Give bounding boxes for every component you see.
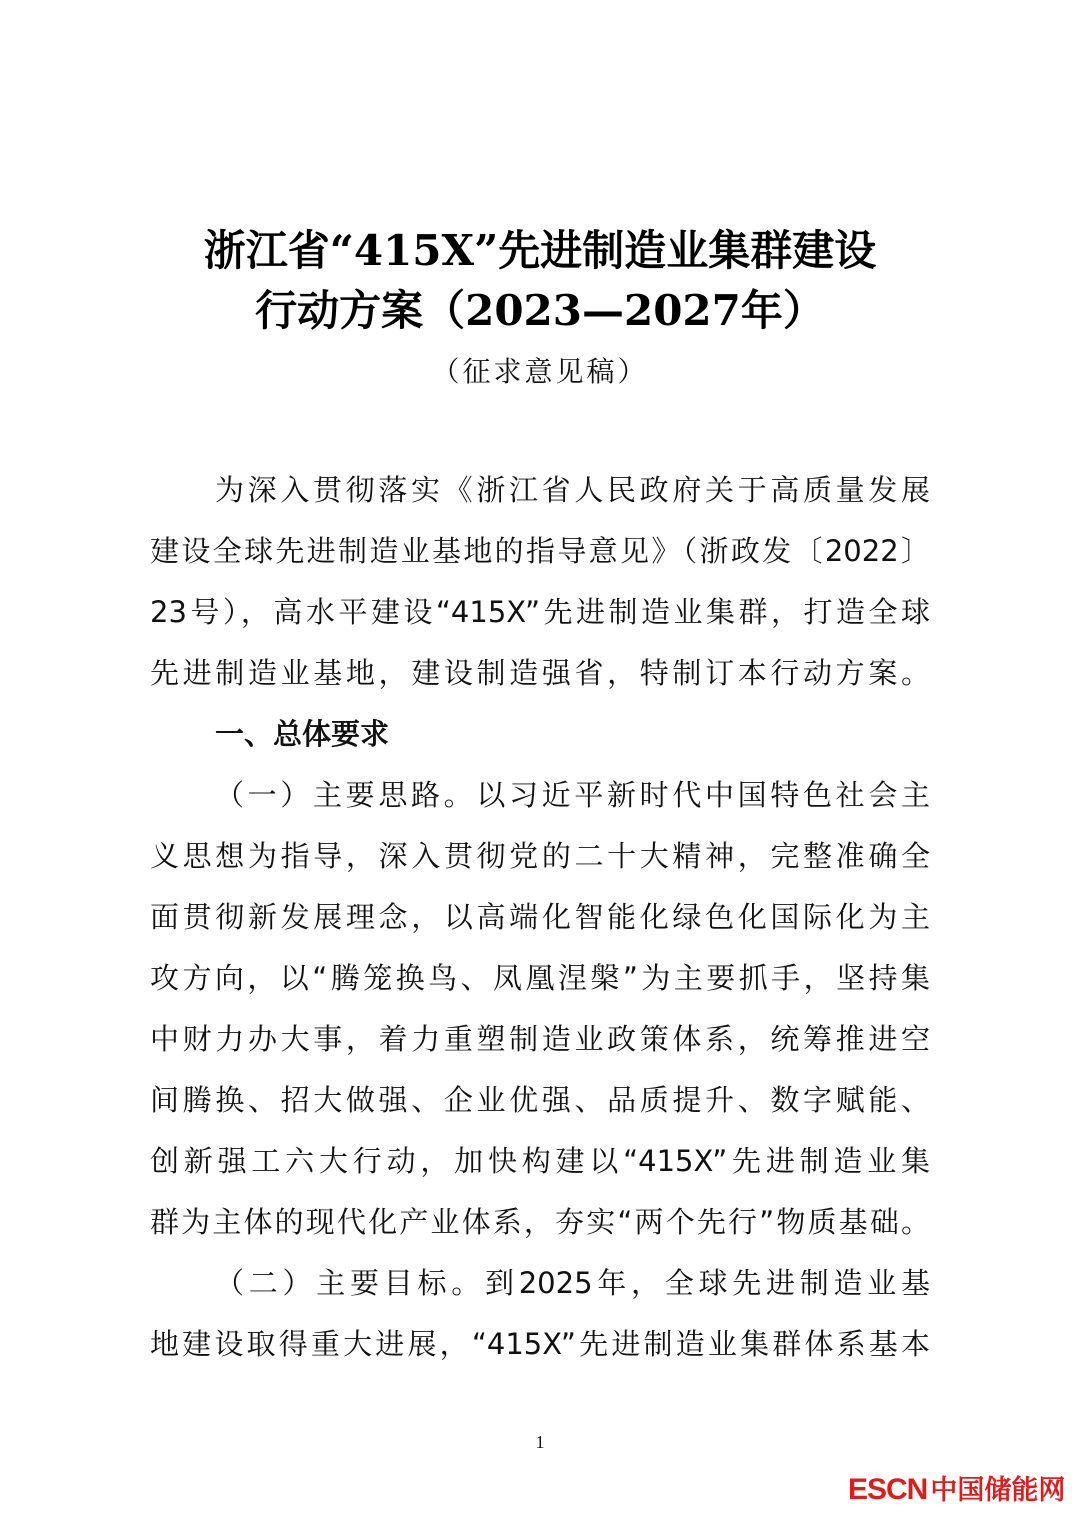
text-line: 建设全球先进制造业基地的指导意见》（浙政发〔2022〕: [150, 534, 930, 568]
text-line: 攻方向，以“腾笼换鸟、凤凰涅槃”为主要抓手，坚持集: [150, 961, 930, 995]
paragraph-main-ideas: [150, 765, 930, 1253]
text-line: 地建设取得重大进展，“415X”先进制造业集群体系基本: [150, 1327, 930, 1361]
text-line: 间腾换、招大做强、企业优强、品质提升、数字赋能、: [150, 1083, 930, 1117]
text-line: （二）主要目标。到2025年，全球先进制造业基: [215, 1266, 930, 1300]
escn-watermark-logo: [848, 1468, 1065, 1507]
logo-chinese: 中国储能网: [930, 1475, 1066, 1506]
document-title-line2: 行动方案（2023—2027年）: [255, 286, 825, 335]
paragraph-main-goals: [150, 1253, 930, 1375]
document-subtitle: （征求意见稿）: [431, 355, 649, 388]
text-line: 群为主体的现代化产业体系，夯实“两个先行”物质基础。: [150, 1205, 930, 1239]
text-line: （一）主要思路。以习近平新时代中国特色社会主: [215, 778, 930, 812]
text-line: 创新强工六大行动，加快构建以“415X”先进制造业集: [150, 1144, 930, 1178]
text-line: 中财力办大事，着力重塑制造业政策体系，统筹推进空: [150, 1022, 930, 1056]
text-line: 面贯彻新发展理念，以高端化智能化绿色化国际化为主: [150, 900, 930, 934]
logo-latin: ESCN: [848, 1473, 928, 1506]
document-title-line1: 浙江省“415X”先进制造业集群建设: [203, 226, 877, 275]
document-body: [150, 460, 930, 1375]
text-line: 义思想为指导，深入贯彻党的二十大精神，完整准确全: [150, 839, 930, 873]
text-line: 先进制造业基地，建设制造强省，特制订本行动方案。: [150, 656, 930, 690]
text-line: 为深入贯彻落实《浙江省人民政府关于高质量发展: [215, 473, 930, 507]
paragraph-intro: [150, 460, 930, 704]
text-line: 23号），高水平建设“415X”先进制造业集群，打造全球: [150, 595, 930, 629]
section-heading: 一、总体要求: [215, 717, 390, 751]
page-number: 1: [535, 1432, 545, 1452]
